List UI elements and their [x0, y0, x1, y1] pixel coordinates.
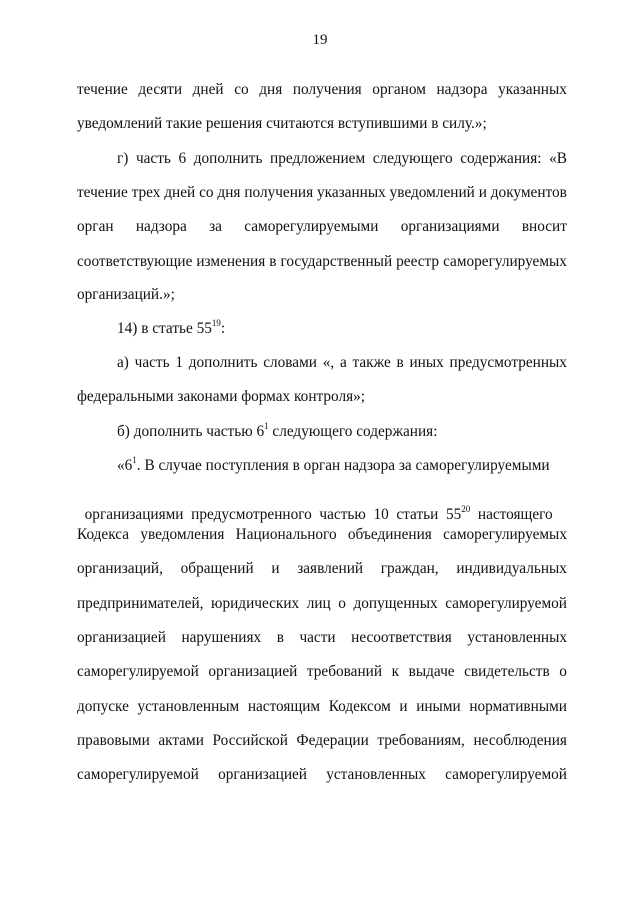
word: актами: [158, 732, 204, 749]
word: иных: [409, 354, 444, 371]
word: г): [117, 150, 129, 167]
word: течение: [77, 184, 128, 201]
text-line-9: [117, 355, 567, 370]
word: о: [338, 595, 346, 612]
word: получения: [292, 81, 362, 98]
word: государственный: [280, 253, 393, 270]
text-run: . В случае поступления в орган надзора за саморегулируемыми: [136, 457, 550, 474]
word: и: [478, 184, 487, 201]
word: а): [117, 354, 129, 371]
word: допущенных: [353, 595, 438, 612]
word: со: [199, 184, 214, 201]
word: а: [339, 354, 347, 371]
word: обращений: [180, 560, 254, 577]
word: предложением: [270, 150, 366, 167]
word: нормативными: [469, 698, 567, 715]
word: свидетельств: [464, 663, 550, 680]
word: Кодексом: [328, 698, 391, 715]
word: соответствующие: [77, 253, 193, 270]
word: допуске: [77, 698, 129, 715]
word: организацией: [208, 663, 298, 680]
text-line-6: [77, 254, 567, 269]
word: требований: [306, 663, 383, 680]
word: дней: [164, 184, 196, 201]
word: и: [271, 560, 280, 577]
word: орган: [77, 218, 114, 235]
word: саморегулируемых: [443, 253, 567, 270]
word: в: [276, 629, 284, 646]
word: граждан,: [380, 560, 439, 577]
word: установленных: [467, 629, 567, 646]
word: следующего: [372, 150, 453, 167]
word: 6: [178, 150, 187, 167]
text-run: следующего содержания:: [268, 423, 438, 440]
text-run: организациями предусмотренного частью 10 статьи 55: [84, 506, 462, 523]
word: саморегулируемыми: [244, 218, 379, 235]
word: дня: [217, 184, 241, 201]
word: выдаче: [408, 663, 455, 680]
word: надзора: [436, 81, 488, 98]
word: установленным: [137, 698, 240, 715]
word: «В: [549, 150, 567, 167]
word: нарушениях: [181, 629, 262, 646]
word: получения: [244, 184, 314, 201]
word: саморегулируемой: [445, 766, 567, 783]
word: трех: [131, 184, 161, 201]
word: организаций,: [77, 560, 163, 577]
word: со: [234, 81, 249, 98]
word: 1: [175, 354, 183, 371]
word: за: [209, 218, 222, 235]
text-line-19: [77, 699, 567, 714]
text-line-4: [77, 185, 567, 200]
text-run: 14) в статье 55: [117, 320, 212, 337]
word: «,: [322, 354, 335, 371]
word: и: [399, 698, 408, 715]
word: дополнить: [193, 150, 263, 167]
text-run: «6: [117, 457, 133, 474]
word: вносит: [521, 218, 567, 235]
word: саморегулируемой: [77, 766, 199, 783]
word: требованиям,: [377, 732, 465, 749]
word: объединения: [347, 526, 432, 543]
word: изменения: [196, 253, 266, 270]
text-line-11: [117, 421, 567, 440]
word: уведомлений: [389, 184, 475, 201]
text-line-20: [77, 733, 567, 748]
text-line-3: [117, 151, 567, 166]
text-run: б) дополнить частью 6: [117, 423, 265, 440]
word: предпринимателей,: [77, 595, 204, 612]
word: в: [396, 354, 404, 371]
word: дня: [259, 81, 283, 98]
superscript: 19: [211, 318, 221, 328]
text-line-21: [77, 767, 567, 782]
word: заявлений: [297, 560, 364, 577]
text-line-7: организаций.»;: [77, 286, 175, 303]
text-line-16: [77, 596, 567, 611]
word: несоответствия: [351, 629, 452, 646]
text-line-14: [77, 527, 567, 542]
word: документов: [490, 184, 567, 201]
word: часть: [134, 354, 170, 371]
word: реестр: [396, 253, 440, 270]
word: организацией: [218, 766, 307, 783]
superscript: 1: [132, 455, 137, 465]
word: словами: [263, 354, 317, 371]
word: организациями: [400, 218, 500, 235]
superscript: 20: [461, 504, 471, 514]
word: юридических: [211, 595, 300, 612]
page-number: 19: [312, 32, 328, 48]
text-run: :: [220, 320, 226, 337]
word: уведомления: [140, 526, 225, 543]
word: указанных: [498, 81, 567, 98]
word: организацией: [77, 629, 166, 646]
word: десяти: [138, 81, 183, 98]
word: индивидуальных: [456, 560, 567, 577]
word: дополнить: [188, 354, 258, 371]
word: надзора: [135, 218, 187, 235]
word: саморегулируемой: [445, 595, 567, 612]
text-line-8: [117, 318, 567, 337]
text-run: настоящего: [470, 506, 553, 523]
word: Кодекса: [77, 526, 130, 543]
word: саморегулируемой: [77, 663, 199, 680]
word: дней: [192, 81, 224, 98]
word: правовыми: [77, 732, 150, 749]
text-line-1: [77, 82, 567, 97]
word: также: [352, 354, 391, 371]
word: саморегулируемых: [443, 526, 567, 543]
text-line-17: [77, 630, 567, 645]
word: иными: [416, 698, 461, 715]
text-line-12: [117, 455, 567, 474]
word: установленных: [326, 766, 426, 783]
text-line-10: федеральными законами формах контроля»;: [77, 388, 366, 405]
word: Российской: [212, 732, 288, 749]
word: к: [391, 663, 400, 680]
word: Федерации: [296, 732, 369, 749]
word: предусмотренных: [449, 354, 567, 371]
word: настоящим: [247, 698, 321, 715]
word: указанных: [317, 184, 386, 201]
word: о: [559, 663, 567, 680]
text-line-13: [77, 492, 567, 522]
word: лиц: [306, 595, 331, 612]
word: часть: [135, 150, 171, 167]
text-line-2: уведомлений такие решения считаются вступившими в силу.»;: [77, 115, 487, 132]
word: органом: [372, 81, 426, 98]
word: течение: [77, 81, 128, 98]
word: в: [269, 253, 277, 270]
word: несоблюдения: [473, 732, 567, 749]
text-line-15: [77, 561, 567, 576]
text-line-5: [77, 219, 567, 234]
word: содержания:: [460, 150, 542, 167]
word: части: [299, 629, 336, 646]
text-line-18: [77, 664, 567, 679]
superscript: 1: [264, 421, 269, 431]
word: Национального: [235, 526, 337, 543]
